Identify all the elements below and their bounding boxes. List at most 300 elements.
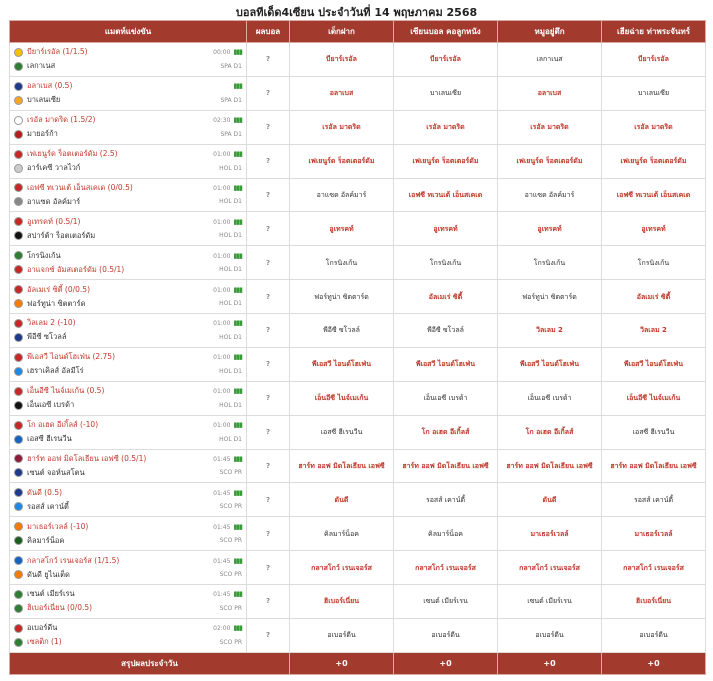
stats-bars-icon[interactable]: ▮▮▮ — [233, 421, 242, 430]
league-code: HOL D1 — [219, 164, 242, 172]
home-team-name[interactable]: โกรนิงเก้น — [27, 250, 61, 260]
league-code: HOL D1 — [219, 266, 242, 274]
away-team-name[interactable]: บาเลนเซีย — [27, 95, 61, 105]
header-tipster-2: เซียนบอล คอลูกหนัง — [394, 21, 498, 43]
match-cell — [10, 178, 247, 212]
stats-bars-icon[interactable]: ▮▮▮ — [233, 319, 242, 328]
away-crest-icon — [14, 502, 23, 511]
tipster-pick-4: โกรนิงเก้น — [602, 246, 706, 280]
away-team-name[interactable]: อาแจกซ์ อัมสเตอร์ดัม (0.5/1) — [27, 264, 125, 274]
away-crest-icon — [14, 570, 23, 579]
match-result: ? — [247, 76, 290, 110]
tipster-pick-3: โก อเฮด อีเกิ้ลส์ — [498, 415, 602, 449]
home-crest-icon — [14, 48, 23, 57]
match-cell — [10, 551, 247, 585]
away-team-name[interactable]: คิลมาร์น็อค — [27, 535, 65, 545]
match-time — [213, 489, 242, 497]
tipster-pick-4: อูเทรคท์ — [602, 212, 706, 246]
away-team-name[interactable]: ฟอร์ทูน่า ซิตตาร์ด — [27, 298, 86, 308]
league-code: HOL D1 — [219, 333, 242, 341]
match-time — [213, 557, 242, 565]
home-crest-icon — [14, 285, 23, 294]
kickoff-time: 01:00 — [213, 320, 231, 328]
tipster-pick-3: เอ็นเอซี เบรด้า — [498, 381, 602, 415]
tipster-pick-3: พีเอสวี ไอนด์โฮเฟ่น — [498, 347, 602, 381]
away-crest-icon — [14, 401, 23, 410]
tipster-pick-2: เอฟซี ทเวนเต้ เอ็นสเคเด — [394, 178, 498, 212]
tipster-pick-1: ฮิเบอร์เนี่ยน — [290, 585, 394, 619]
away-team-line — [14, 127, 242, 141]
tipster-pick-2: รอสส์ เคาน์ตี้ — [394, 483, 498, 517]
header-tipster-1: เด็กฝาก — [290, 21, 394, 43]
stats-bars-icon[interactable]: ▮▮▮ — [233, 488, 242, 497]
table-row — [10, 43, 706, 77]
tipster-pick-3: มาเธอร์เวลล์ — [498, 517, 602, 551]
kickoff-time: 02:30 — [213, 117, 231, 125]
match-result: ? — [247, 585, 290, 619]
away-team-name[interactable]: เซลติก (1) — [27, 637, 62, 647]
match-result: ? — [247, 483, 290, 517]
home-team-line — [14, 283, 242, 297]
away-team-name[interactable]: สปาร์ต้า ร็อตเตอร์ดัม — [27, 230, 96, 240]
away-team-name[interactable]: เซนต์ จอห์นสโตน — [27, 467, 85, 477]
league-code: SCO PR — [219, 469, 242, 477]
away-team-name[interactable]: ดันดี ยูไนเต็ด — [27, 569, 70, 579]
away-team-name[interactable]: เอสซี ฮีเรนวีน — [27, 434, 72, 444]
league-code: SCO PR — [219, 503, 242, 511]
match-cell — [10, 76, 247, 110]
tipster-pick-3: โกรนิงเก้น — [498, 246, 602, 280]
header-match: แมตท์แข่งขัน — [10, 21, 247, 43]
stats-bars-icon[interactable]: ▮▮▮ — [233, 590, 242, 599]
away-team-name[interactable]: รอสส์ เคาน์ตี้ — [27, 501, 69, 511]
tipster-pick-4: อเบอร์ดีน — [602, 618, 706, 652]
tips-table — [9, 20, 706, 675]
home-team-line — [14, 249, 242, 263]
away-crest-icon — [14, 333, 23, 342]
match-result: ? — [247, 314, 290, 348]
tipster-pick-2: กลาสโกว์ เรนเจอร์ส — [394, 551, 498, 585]
away-crest-icon — [14, 231, 23, 240]
match-cell — [10, 415, 247, 449]
table-row — [10, 246, 706, 280]
home-crest-icon — [14, 454, 23, 463]
match-result: ? — [247, 246, 290, 280]
match-time — [213, 252, 242, 260]
match-result: ? — [247, 178, 290, 212]
league-code: HOL D1 — [219, 232, 242, 240]
away-team-line — [14, 59, 242, 73]
away-crest-icon — [14, 468, 23, 477]
match-time — [213, 421, 242, 429]
match-cell — [10, 314, 247, 348]
match-time — [213, 590, 242, 598]
home-team-name[interactable]: พีเอสวี ไอนด์โฮเฟ่น (2.75) — [27, 352, 116, 362]
stats-bars-icon[interactable]: ▮▮▮ — [233, 183, 242, 192]
home-team-name[interactable]: อเบอร์ดีน — [27, 623, 58, 633]
home-team-line — [14, 452, 242, 466]
away-team-line — [14, 635, 242, 649]
header-tipster-4: เฮียฉ่าย ท่าพระจันทร์ — [602, 21, 706, 43]
tipster-pick-2: อเบอร์ดีน — [394, 618, 498, 652]
header-result: ผลบอล — [247, 21, 290, 43]
tipster-pick-1: พีเอสวี ไอนด์โฮเฟ่น — [290, 347, 394, 381]
away-team-line — [14, 466, 242, 480]
league-code: SPA D1 — [220, 130, 242, 138]
tipster-pick-3: เฟเยนูร์ด ร็อตเตอร์ดัม — [498, 144, 602, 178]
match-cell — [10, 280, 247, 314]
home-team-name[interactable]: เฟเยนูร์ด ร็อตเตอร์ดัม (2.5) — [27, 149, 118, 159]
match-time — [213, 455, 242, 463]
away-team-name[interactable]: อาร์เคซี วาลไวก์ — [27, 163, 81, 173]
home-crest-icon — [14, 488, 23, 497]
table-row — [10, 347, 706, 381]
stats-bars-icon[interactable]: ▮▮▮ — [233, 82, 242, 91]
away-team-name[interactable]: เอ็นเอซี เบรด้า — [27, 400, 75, 410]
home-team-name[interactable]: บียาร์เรอัล (1/1.5) — [27, 47, 88, 57]
match-cell — [10, 246, 247, 280]
summary-score-3: +0 — [498, 653, 602, 675]
home-team-line — [14, 554, 242, 568]
match-time — [213, 48, 242, 56]
away-crest-icon — [14, 367, 23, 376]
match-time — [213, 150, 242, 158]
match-time — [213, 624, 242, 632]
home-team-line — [14, 215, 242, 229]
away-crest-icon — [14, 164, 23, 173]
home-team-line — [14, 384, 242, 398]
table-row — [10, 110, 706, 144]
home-team-name[interactable]: กลาสโกว์ เรนเจอร์ส (1/1.5) — [27, 555, 120, 565]
match-time — [213, 523, 242, 531]
tipster-pick-1: บียาร์เรอัล — [290, 43, 394, 77]
tipster-pick-1: ฟอร์ทูน่า ซิตตาร์ด — [290, 280, 394, 314]
tipster-pick-2: โก อเฮด อีเกิ้ลส์ — [394, 415, 498, 449]
home-team-name[interactable]: เอฟซี ทเวนเต้ เอ็นสเคเด (0/0.5) — [27, 182, 133, 192]
away-team-line — [14, 93, 242, 107]
table-row — [10, 415, 706, 449]
home-team-line — [14, 316, 242, 330]
match-result: ? — [247, 347, 290, 381]
tipster-pick-2: ฮาร์ท ออฟ มิดโลเธียน เอฟซี — [394, 449, 498, 483]
table-row — [10, 76, 706, 110]
tipster-pick-4: เฟเยนูร์ด ร็อตเตอร์ดัม — [602, 144, 706, 178]
tipster-pick-2: พีอีซี ซโวลล์ — [394, 314, 498, 348]
away-team-line — [14, 500, 242, 514]
stats-bars-icon[interactable]: ▮▮▮ — [233, 217, 242, 226]
tipster-pick-4: พีเอสวี ไอนด์โฮเฟ่น — [602, 347, 706, 381]
kickoff-time: 01:45 — [213, 557, 231, 565]
match-cell — [10, 43, 247, 77]
away-team-name[interactable]: เฮราเคิลส์ อัลมีโร่ — [27, 366, 84, 376]
away-team-line — [14, 330, 242, 344]
tipster-pick-4: เรอัล มาดริด — [602, 110, 706, 144]
tipster-pick-3: อลาเบส — [498, 76, 602, 110]
kickoff-time: 01:00 — [213, 422, 231, 430]
match-time — [213, 353, 242, 361]
tipster-pick-1: อูเทรคท์ — [290, 212, 394, 246]
away-crest-icon — [14, 604, 23, 613]
tipster-pick-4: วิลเลม 2 — [602, 314, 706, 348]
kickoff-time: 01:45 — [213, 455, 231, 463]
match-result: ? — [247, 280, 290, 314]
league-code: HOL D1 — [219, 401, 242, 409]
home-team-name[interactable]: เอ็นอีซี ไนจ์เมเก้น (0.5) — [27, 386, 105, 396]
tipster-pick-2: เฟเยนูร์ด ร็อตเตอร์ดัม — [394, 144, 498, 178]
league-code: HOL D1 — [219, 435, 242, 443]
tipster-pick-2: บาเลนเซีย — [394, 76, 498, 110]
match-result: ? — [247, 43, 290, 77]
tipster-pick-3: อเบอร์ดีน — [498, 618, 602, 652]
league-code: SPA D1 — [220, 96, 242, 104]
tipster-pick-4: ฮิเบอร์เนี่ยน — [602, 585, 706, 619]
tipster-pick-3: ดันดี — [498, 483, 602, 517]
stats-bars-icon[interactable]: ▮▮▮ — [233, 116, 242, 125]
tipster-pick-3: เลกาเนส — [498, 43, 602, 77]
home-crest-icon — [14, 251, 23, 260]
tipster-pick-2: อัลเมเร่ ซิตี้ — [394, 280, 498, 314]
summary-row — [10, 653, 706, 675]
kickoff-time: 01:00 — [213, 252, 231, 260]
tipster-pick-1: ดันดี — [290, 483, 394, 517]
tipster-pick-4: เอ็นอีซี ไนจ์เมเก้น — [602, 381, 706, 415]
stats-bars-icon[interactable]: ▮▮▮ — [233, 48, 242, 57]
table-row — [10, 517, 706, 551]
match-cell — [10, 517, 247, 551]
home-team-name[interactable]: ฮาร์ท ออฟ มิดโลเธียน เอฟซี (0.5/1) — [27, 453, 147, 463]
away-team-line — [14, 161, 242, 175]
tipster-pick-4: บาเลนเซีย — [602, 76, 706, 110]
away-team-line — [14, 229, 242, 243]
away-team-line — [14, 297, 242, 311]
stats-bars-icon[interactable]: ▮▮▮ — [233, 556, 242, 565]
away-team-name[interactable]: อาแซด อัลค์มาร์ — [27, 196, 81, 206]
tipster-pick-2: เอ็นเอซี เบรด้า — [394, 381, 498, 415]
away-crest-icon — [14, 536, 23, 545]
away-crest-icon — [14, 130, 23, 139]
away-team-name[interactable]: ฮิเบอร์เนี่ยน (0/0.5) — [27, 603, 93, 613]
tipster-pick-4: เอสซี ฮีเรนวีน — [602, 415, 706, 449]
tipster-pick-2: พีเอสวี ไอนด์โฮเฟ่น — [394, 347, 498, 381]
table-row — [10, 314, 706, 348]
tipster-pick-2: โกรนิงเก้น — [394, 246, 498, 280]
home-crest-icon — [14, 319, 23, 328]
away-team-line — [14, 364, 242, 378]
tipster-pick-1: พีอีซี ซโวลล์ — [290, 314, 394, 348]
table-row — [10, 280, 706, 314]
league-code: SCO PR — [219, 604, 242, 612]
tipster-pick-1: โกรนิงเก้น — [290, 246, 394, 280]
league-code: HOL D1 — [219, 367, 242, 375]
summary-score-2: +0 — [394, 653, 498, 675]
home-team-name[interactable]: เซนต์ เมียร์เรน — [27, 589, 75, 599]
tipster-pick-2: อูเทรคท์ — [394, 212, 498, 246]
home-team-name[interactable]: ดันดี (0.5) — [27, 487, 63, 497]
tipster-pick-1: ฮาร์ท ออฟ มิดโลเธียน เอฟซี — [290, 449, 394, 483]
table-row — [10, 618, 706, 652]
away-team-line — [14, 398, 242, 412]
away-team-name[interactable]: มายอร์ก้า — [27, 129, 58, 139]
home-team-line — [14, 418, 242, 432]
home-crest-icon — [14, 556, 23, 565]
home-crest-icon — [14, 82, 23, 91]
kickoff-time: 00:00 — [213, 49, 231, 57]
league-code: HOL D1 — [219, 300, 242, 308]
table-row — [10, 381, 706, 415]
home-team-line — [14, 587, 242, 601]
stats-bars-icon[interactable]: ▮▮▮ — [233, 387, 242, 396]
match-cell — [10, 483, 247, 517]
away-crest-icon — [14, 638, 23, 647]
table-header-row — [10, 21, 706, 43]
tipster-pick-1: เฟเยนูร์ด ร็อตเตอร์ดัม — [290, 144, 394, 178]
match-result: ? — [247, 144, 290, 178]
table-row — [10, 178, 706, 212]
match-result: ? — [247, 618, 290, 652]
home-team-line — [14, 621, 242, 635]
home-team-name[interactable]: อัลเมเร่ ซิตี้ (0/0.5) — [27, 284, 91, 294]
page-title: บอลทีเด็ด4เซียน ประจำวันที่ 14 พฤษภาคม 2568 — [235, 6, 478, 19]
match-time — [213, 218, 242, 226]
tipster-pick-3: เรอัล มาดริด — [498, 110, 602, 144]
summary-label: สรุปผลประจำวัน — [10, 653, 290, 675]
away-crest-icon — [14, 96, 23, 105]
tipster-pick-1: อาแซด อัลค์มาร์ — [290, 178, 394, 212]
away-team-line — [14, 432, 242, 446]
away-team-name[interactable]: เลกาเนส — [27, 61, 56, 71]
home-team-line — [14, 181, 242, 195]
home-team-line — [14, 350, 242, 364]
tipster-pick-4: ฮาร์ท ออฟ มิดโลเธียน เอฟซี — [602, 449, 706, 483]
kickoff-time: 01:00 — [213, 354, 231, 362]
kickoff-time: 01:00 — [213, 151, 231, 159]
match-time — [230, 82, 242, 90]
kickoff-time: 01:00 — [213, 184, 231, 192]
match-result: ? — [247, 381, 290, 415]
match-result: ? — [247, 415, 290, 449]
stats-bars-icon[interactable]: ▮▮▮ — [233, 624, 242, 633]
tipster-pick-4: เอฟซี ทเวนเต้ เอ็นสเคเด — [602, 178, 706, 212]
stats-bars-icon[interactable]: ▮▮▮ — [233, 454, 242, 463]
tipster-pick-3: ฟอร์ทูน่า ซิตตาร์ด — [498, 280, 602, 314]
tipster-pick-2: เซนต์ เมียร์เรน — [394, 585, 498, 619]
tipster-pick-2: บียาร์เรอัล — [394, 43, 498, 77]
tipster-pick-1: เรอัล มาดริด — [290, 110, 394, 144]
home-team-name[interactable]: มาเธอร์เวลล์ (-10) — [27, 521, 89, 531]
away-crest-icon — [14, 62, 23, 71]
away-team-line — [14, 195, 242, 209]
tipster-pick-3: วิลเลม 2 — [498, 314, 602, 348]
header-tipster-3: หมูอยู่ตึก — [498, 21, 602, 43]
kickoff-time: 02:00 — [213, 625, 231, 633]
home-crest-icon — [14, 522, 23, 531]
home-team-line — [14, 147, 242, 161]
match-result: ? — [247, 551, 290, 585]
table-row — [10, 551, 706, 585]
match-time — [213, 319, 242, 327]
tipster-pick-1: เอ็นอีซี ไนจ์เมเก้น — [290, 381, 394, 415]
kickoff-time: 01:45 — [213, 489, 231, 497]
match-cell — [10, 347, 247, 381]
home-crest-icon — [14, 150, 23, 159]
summary-score-4: +0 — [602, 653, 706, 675]
tipster-pick-1: เอสซี ฮีเรนวีน — [290, 415, 394, 449]
tipster-pick-4: มาเธอร์เวลล์ — [602, 517, 706, 551]
match-cell — [10, 618, 247, 652]
stats-bars-icon[interactable]: ▮▮▮ — [233, 150, 242, 159]
match-cell — [10, 449, 247, 483]
stats-bars-icon[interactable]: ▮▮▮ — [233, 251, 242, 260]
match-cell — [10, 212, 247, 246]
tipster-pick-3: อูเทรคท์ — [498, 212, 602, 246]
table-row — [10, 585, 706, 619]
stats-bars-icon[interactable]: ▮▮▮ — [233, 522, 242, 531]
league-code: HOL D1 — [219, 198, 242, 206]
home-team-name[interactable]: วิลเลม 2 (-10) — [27, 318, 76, 328]
match-cell — [10, 585, 247, 619]
tipster-pick-4: กลาสโกว์ เรนเจอร์ส — [602, 551, 706, 585]
home-crest-icon — [14, 624, 23, 633]
summary-score-1: +0 — [290, 653, 394, 675]
home-team-name[interactable]: อูเทรคท์ (0.5/1) — [27, 216, 81, 226]
match-cell — [10, 381, 247, 415]
match-time — [213, 286, 242, 294]
home-team-name[interactable]: อลาเบส (0.5) — [27, 81, 73, 91]
away-crest-icon — [14, 265, 23, 274]
home-team-line — [14, 486, 242, 500]
match-result: ? — [247, 110, 290, 144]
tipster-pick-4: บียาร์เรอัล — [602, 43, 706, 77]
match-result: ? — [247, 212, 290, 246]
tipster-pick-4: รอสส์ เคาน์ตี้ — [602, 483, 706, 517]
kickoff-time: 01:45 — [213, 591, 231, 599]
home-crest-icon — [14, 217, 23, 226]
away-team-line — [14, 601, 242, 615]
tipster-pick-2: เรอัล มาดริด — [394, 110, 498, 144]
tipster-pick-1: คิลมาร์น็อค — [290, 517, 394, 551]
match-time — [213, 387, 242, 395]
table-row — [10, 144, 706, 178]
tipster-pick-1: กลาสโกว์ เรนเจอร์ส — [290, 551, 394, 585]
match-time — [213, 184, 242, 192]
match-cell — [10, 144, 247, 178]
home-team-line — [14, 45, 242, 59]
away-team-line — [14, 263, 242, 277]
match-result: ? — [247, 449, 290, 483]
home-team-name[interactable]: โก อเฮด อีเกิ้ลส์ (-10) — [27, 420, 99, 430]
stats-bars-icon[interactable]: ▮▮▮ — [233, 285, 242, 294]
tipster-pick-3: อาแซด อัลค์มาร์ — [498, 178, 602, 212]
tipster-pick-3: กลาสโกว์ เรนเจอร์ส — [498, 551, 602, 585]
league-code: SCO PR — [219, 571, 242, 579]
tipster-pick-3: เซนต์ เมียร์เรน — [498, 585, 602, 619]
match-cell — [10, 110, 247, 144]
league-code: SCO PR — [219, 638, 242, 646]
home-crest-icon — [14, 353, 23, 362]
home-crest-icon — [14, 116, 23, 125]
stats-bars-icon[interactable]: ▮▮▮ — [233, 353, 242, 362]
home-team-name[interactable]: เรอัล มาดริด (1.5/2) — [27, 115, 96, 125]
home-team-line — [14, 113, 242, 127]
tipster-pick-2: คิลมาร์น็อค — [394, 517, 498, 551]
home-crest-icon — [14, 183, 23, 192]
home-team-line — [14, 79, 242, 93]
league-code: SCO PR — [219, 537, 242, 545]
away-crest-icon — [14, 197, 23, 206]
away-team-name[interactable]: พีอีซี ซโวลล์ — [27, 332, 67, 342]
away-crest-icon — [14, 299, 23, 308]
away-team-line — [14, 568, 242, 582]
